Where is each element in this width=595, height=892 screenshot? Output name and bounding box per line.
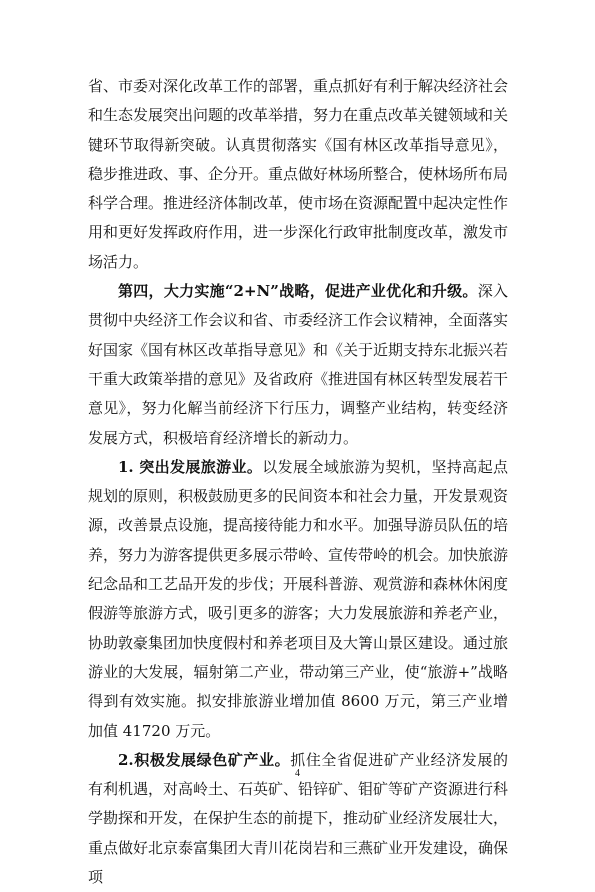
page-number: 4 bbox=[295, 768, 300, 779]
paragraph-reform-continuation bbox=[88, 72, 508, 277]
paragraph-tourism bbox=[88, 453, 508, 746]
paragraph-lead: 1. 突出发展旅游业。 bbox=[118, 457, 263, 476]
paragraph-text: 深入贯彻中央经济工作会议和省、市委经济工作会议精神，全面落实好国家《国有林区改革指导意见》和《关于近期支持东北振兴若干重大政策举措的意见》及省政府《推进国有林区转型发展若干意见》，努力化解当前经济下行压力，调整产业结构，转变经济发展方式，积极培育经济增长的新动力。 bbox=[88, 282, 509, 447]
paragraph-strategy-2n bbox=[88, 277, 508, 453]
paragraph-text: 抓住全省促进矿产业经济发展的有利机遇，对高岭土、石英矿、铅锌矿、钼矿等矿产资源进行科学勘探和开发，在保护生态的前提下，推动矿业经济发展壮大，重点做好北京泰富集团大青川花岗岩和三燕矿业开发建设，确保项 bbox=[88, 750, 509, 887]
paragraph-text: 省、市委对深化改革工作的部署，重点抓好有利于解决经济社会和生态发展突出问题的改革举措，努力在重点改革关键领域和关键环节取得新突破。认真贯彻落实《国有林区改革指导意见》，稳步推进政、事、企分开。重点做好林场所整合，使林场所布局科学合理。推进经济体制改革，使市场在资源配置中起决定性作用和更好发挥政府作用，进一步深化行政审批制度改革，激发市场活力。 bbox=[88, 77, 509, 271]
paragraph-lead: 第四，大力实施“2+N”战略，促进产业优化和升级。 bbox=[118, 282, 478, 301]
paragraph-lead: 2.积极发展绿色矿产业。 bbox=[118, 750, 291, 769]
paragraph-text: 以发展全域旅游为契机，坚持高起点规划的原则，积极鼓励更多的民间资本和社会力量，开发景观资源，改善景点设施，提高接待能力和水平。加强导游员队伍的培养，努力为游客提供更多展示带岭、宣传带岭的机会。加快旅游纪念品和工艺品开发的步伐；开展科普游、观赏游和森林休闲度假游等旅游方式，吸引更多的游客；大力发展旅游和养老产业，协助敦豪集团加快度假村和养老项目及大箐山景区建设。通过旅游业的大发展，辐射第二产业，带动第三产业，使“旅游+”战略得到有效实施。拟安排旅游业增加值 8600 万元，第三产业增加值 41720 万元。 bbox=[88, 457, 509, 740]
